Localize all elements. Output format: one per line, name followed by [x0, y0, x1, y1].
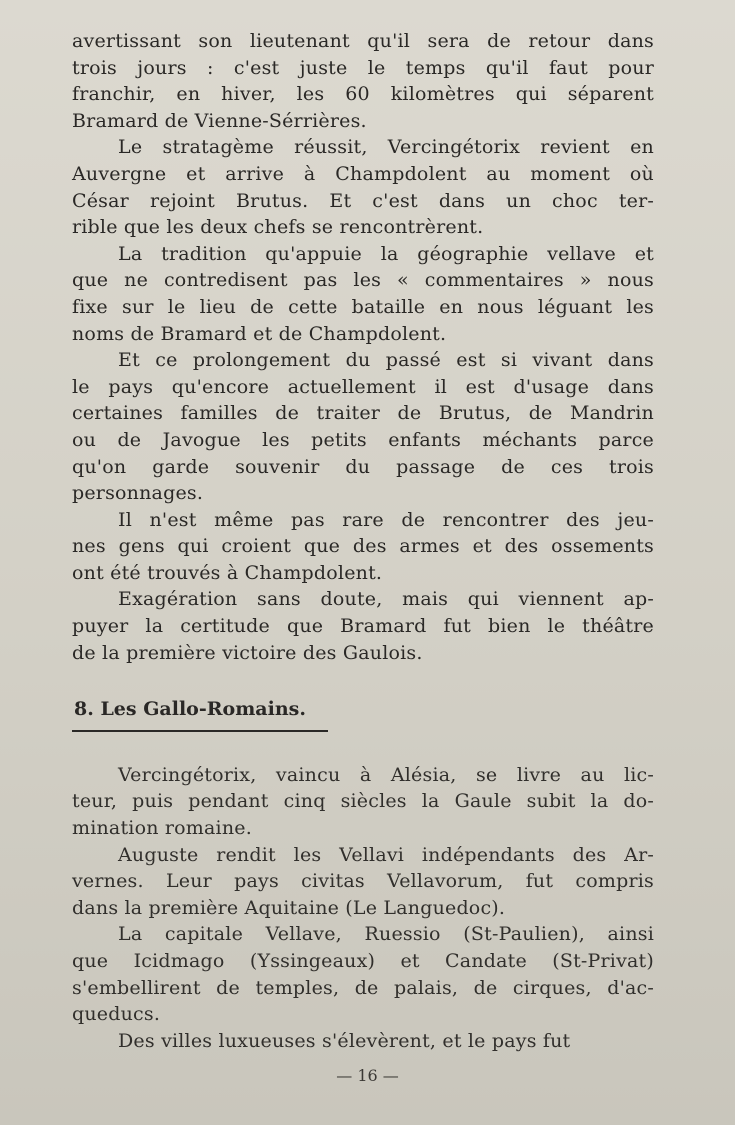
paragraph	[72, 241, 654, 347]
text-line: franchir, en hiver, les 60 kilomètres qui séparent	[72, 83, 654, 106]
text-line: Exagération sans doute, mais qui viennent ap-	[118, 588, 654, 611]
paragraph	[72, 347, 654, 507]
text-line: de la première victoire des Gaulois.	[72, 641, 423, 664]
text-line: César rejoint Brutus. Et c'est dans un choc ter-	[72, 189, 654, 212]
text-line: le pays qu'encore actuellement il est d'usage dans	[72, 375, 654, 398]
text-line: Auvergne et arrive à Champdolent au moment où	[72, 162, 654, 185]
text-line: ou de Javogue les petits enfants méchants parce	[72, 428, 654, 451]
text-line: nes gens qui croient que des armes et des ossements	[72, 535, 654, 558]
text-line: Il n'est même pas rare de rencontrer des jeu-	[118, 508, 654, 531]
text-line: que Icidmago (Yssingeaux) et Candate (St-Privat)	[72, 949, 654, 972]
text-line: puyer la certitude que Bramard fut bien le théâtre	[72, 615, 654, 638]
text-line: teur, puis pendant cinq siècles la Gaule subit la do-	[72, 790, 654, 813]
text-line: personnages.	[72, 482, 204, 505]
paragraph	[72, 586, 654, 666]
paragraph	[72, 507, 654, 587]
text-line: Bramard de Vienne-Sérrières.	[72, 109, 367, 132]
paragraph	[72, 921, 654, 1027]
text-line: Et ce prolongement du passé est si vivant dans	[118, 349, 654, 372]
text-line: ont été trouvés à Champdolent.	[72, 561, 383, 584]
text-line: trois jours : c'est juste le temps qu'il faut pour	[72, 56, 654, 79]
text-line: que ne contredisent pas les « commentaires » nous	[72, 269, 654, 292]
text-line: La capitale Vellave, Ruessio (St-Paulien), ainsi	[118, 923, 654, 946]
paragraph	[72, 28, 654, 134]
text-line: Vercingétorix, vaincu à Alésia, se livre au lic-	[118, 763, 654, 786]
text-line: s'embellirent de temples, de palais, de cirques, d'ac-	[72, 976, 654, 999]
text-line: qu'on garde souvenir du passage de ces trois	[72, 455, 654, 478]
text-line: Auguste rendit les Vellavi indépendants des Ar-	[118, 843, 654, 866]
page-body	[72, 28, 654, 1054]
text-block-part1	[72, 28, 654, 666]
text-line: dans la première Aquitaine (Le Languedoc).	[72, 896, 506, 919]
paragraph	[72, 842, 654, 922]
text-line: fixe sur le lieu de cette bataille en nous léguant les	[72, 295, 654, 318]
text-line: avertissant son lieutenant qu'il sera de retour dans	[72, 30, 654, 52]
text-line: vernes. Leur pays civitas Vellavorum, fut compris	[72, 870, 654, 893]
paragraph	[72, 762, 654, 842]
text-line: queducs.	[72, 1003, 161, 1026]
paragraph	[72, 1028, 654, 1055]
text-line: Des villes luxueuses s'élevèrent, et le pays fut	[118, 1029, 571, 1052]
text-block-part2	[72, 762, 654, 1055]
section-heading: 8. Les Gallo-Romains.	[74, 698, 306, 721]
text-line: mination romaine.	[72, 816, 252, 839]
text-line: Le stratagème réussit, Vercingétorix revient en	[118, 136, 654, 159]
paragraph	[72, 134, 654, 240]
text-line: La tradition qu'appuie la géographie vellave et	[118, 242, 654, 265]
text-line: rible que les deux chefs se rencontrèrent.	[72, 216, 484, 239]
text-line: noms de Bramard et de Champdolent.	[72, 322, 447, 345]
page-number: — 16 —	[336, 1066, 399, 1085]
section-heading-block	[72, 696, 654, 732]
heading-underline	[72, 730, 328, 732]
text-line: certaines familles de traiter de Brutus, de Mandrin	[72, 402, 654, 425]
